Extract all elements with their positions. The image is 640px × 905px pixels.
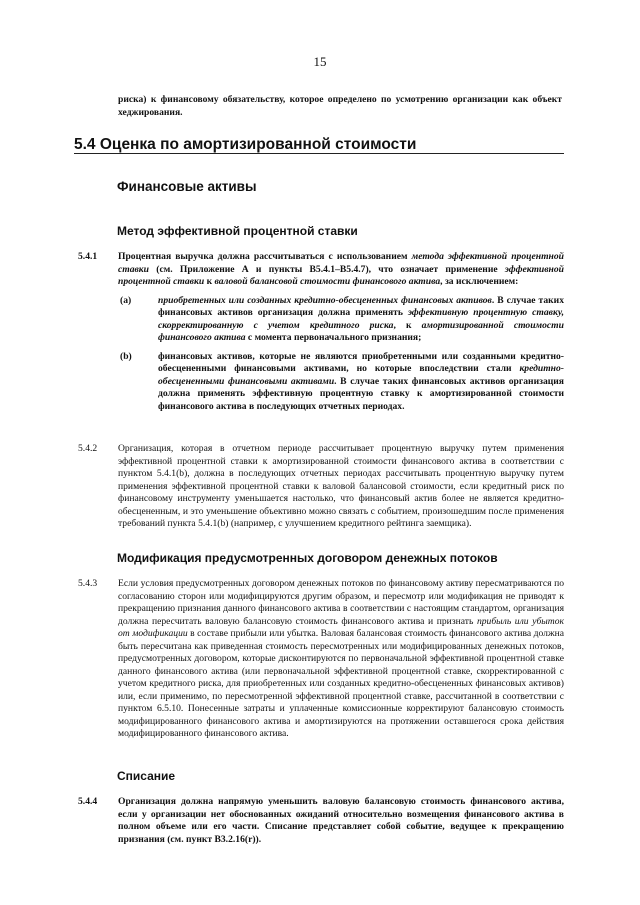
paragraph-number: 5.4.4 [78, 796, 98, 807]
paragraph-number: 5.4.2 [78, 443, 98, 454]
page-number: 15 [313, 54, 327, 69]
paragraph-text: Процентная выручка должна рассчитываться с использованием метода эффективной процентной ставки (см. Приложение А и пункты В5.4.1–В5.4.7), что означает применение эффективной процентной ставки к валовой балансовой стоимости финансового актива, за исключением: [118, 251, 564, 287]
paragraph-5-4-1 [78, 251, 564, 413]
list-item-b [118, 351, 564, 414]
paragraph-5-4-3 [78, 578, 564, 741]
paragraph-5-4-2 [78, 443, 564, 531]
list-marker: (b) [120, 350, 132, 362]
subheading-write-off: Списание [117, 769, 176, 783]
list-item-text: финансовых активов, которые не являются приобретенными или созданными кредитно-обесцененными финансовыми активами, но которые впоследствии стали кредитно-обесцененными финансовыми активами. В случае таких финансовых активов организация должна применять эффективную процентную ставку к амортизированной стоимости финансового актива в последующих отчетных периодах. [158, 350, 564, 412]
list-marker: (a) [120, 294, 132, 306]
paragraph-text: Организация должна напрямую уменьшить валовую балансовую стоимость финансового актива, если у организации нет обоснованных ожиданий относительно возмещения финансового актива в полном объеме или его части. Списание представляет собой событие, ведущее к прекращению признания (см. пункт В3.2.16(r)). [118, 796, 564, 845]
paragraph-number: 5.4.1 [78, 251, 98, 262]
section-heading: 5.4 Оценка по амортизированной стоимости [74, 136, 417, 153]
section-divider [74, 153, 564, 154]
paragraph-number: 5.4.3 [78, 578, 98, 589]
list-item-text: приобретенных или созданных кредитно-обесцененных финансовых активов. В случае таких финансовых активов организация должна применять эффективную процентную ставку, скорректированную с учетом кредитного риска, к амортизированной стоимости финансового актива с момента первоначального признания; [158, 294, 564, 343]
subheading-effective-interest-method: Метод эффективной процентной ставки [117, 224, 358, 238]
carryover-paragraph: риска) к финансовому обязательству, которое определено по усмотрению организации как объект хеджирования. [118, 94, 562, 118]
paragraph-text: Если условия предусмотренных договором денежных потоков по финансовому активу пересматриваются по согласованию сторон или модифицируются другим образом, и пересмотр или модификация не приводят к прекращению признания данного финансового актива в соответствии с настоящим стандартом, организация должна пересчитать валовую балансовую стоимость финансового актива и признать прибыль или убыток от модификации в составе прибыли или убытка. Валовая балансовая стоимость финансового актива должна быть пересчитана как приведенная стоимость пересмотренных или модифицированных денежных потоков, предусмотренных договором, которые дисконтируются по первоначальной эффективной процентной ставке данного финансового актива (или первоначальной эффективной процентной ставке, скорректированной с учетом кредитного риска, для приобретенных или созданных кредитно-обесцененных финансовых активов) или, если применимо, по пересмотренной эффективной процентной ставке, рассчитанной в соответствии с пунктом 6.5.10. Понесенные затраты и уплаченные комиссионные корректируют балансовую стоимость модифицированного финансового актива и амортизируются на протяжении оставшегося срока действия модифицированного финансового актива. [118, 578, 564, 739]
list-item-a [118, 295, 564, 345]
subheading-modification: Модификация предусмотренных договором денежных потоков [117, 551, 498, 565]
paragraph-5-4-4 [78, 796, 564, 846]
subheading-financial-assets: Финансовые активы [117, 179, 257, 194]
paragraph-text: Организация, которая в отчетном периоде рассчитывает процентную выручку путем применения эффективной процентной ставки к амортизированной стоимости финансового актива в соответствии с пунктом 5.4.1(b), должна в последующих отчетных периодах рассчитывать процентную выручку путем применения эффективной процентной ставки к валовой балансовой стоимости, если кредитный риск по финансовому инструменту уменьшается настолько, что финансовый актив более не является кредитно-обесцененным, и это уменьшение объективно можно связать с событием, произошедшим после применения требований пункта 5.4.1(b) (например, с улучшением кредитного рейтинга заемщика). [118, 443, 564, 529]
